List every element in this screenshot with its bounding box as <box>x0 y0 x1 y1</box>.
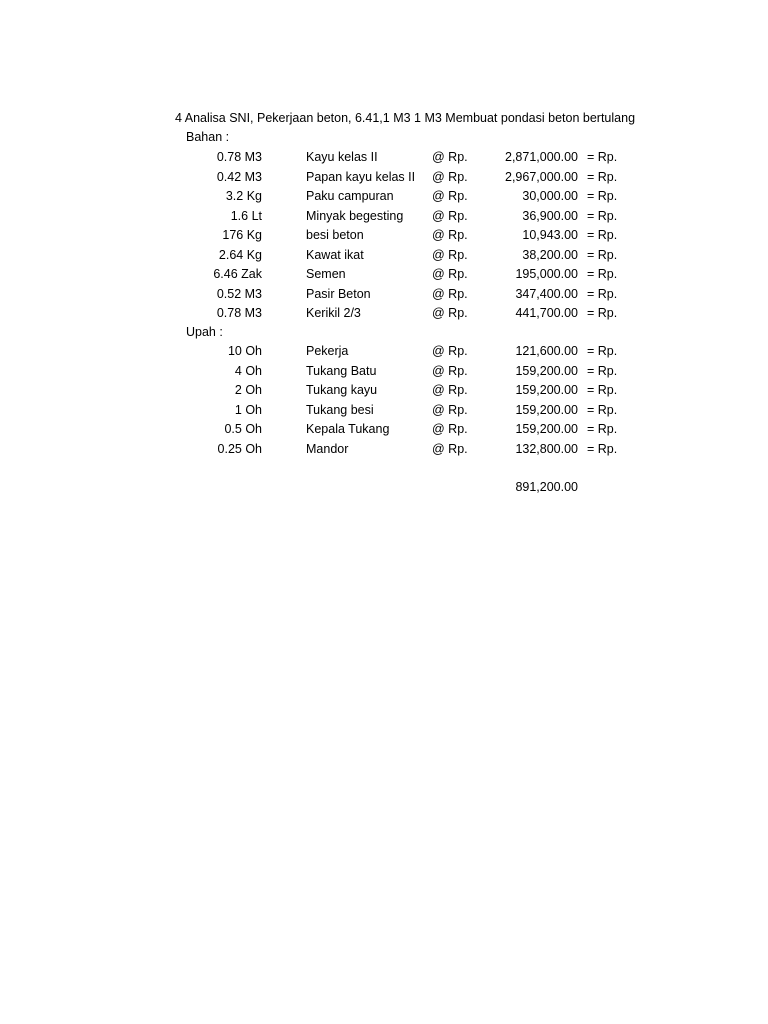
bahan-row <box>0 188 768 208</box>
bahan-row <box>0 169 768 189</box>
quantity-cell: 0.52 M3 <box>216 286 262 301</box>
item-name-cell: Kerikil 2/3 <box>306 306 361 320</box>
equals-rp-cell: = Rp. <box>587 189 618 203</box>
quantity-cell: 0.25 Oh <box>217 441 262 456</box>
unit-price-cell: 2,967,000.00 <box>505 169 578 184</box>
at-rp-cell: @ Rp. <box>432 363 468 378</box>
equals-rp-cell: = Rp. <box>587 286 618 301</box>
upah-row <box>0 421 768 441</box>
at-rp-cell: @ Rp. <box>432 208 468 223</box>
unit-price-cell: 441,700.00 <box>515 306 578 320</box>
equals-rp-cell: = Rp. <box>587 344 618 358</box>
unit-price-cell: 2,871,000.00 <box>505 150 578 164</box>
bahan-section-label: Bahan : <box>186 130 230 144</box>
equals-rp-cell: = Rp. <box>587 169 618 184</box>
quantity-cell: 1.6 Lt <box>230 208 262 223</box>
at-rp-cell: @ Rp. <box>432 267 468 281</box>
bahan-row <box>0 149 768 169</box>
analysis-title: 4 Analisa SNI, Pekerjaan beton, 6.41,1 M3 1 M3 Membuat pondasi beton bertulang <box>175 111 636 125</box>
bahan-row <box>0 208 768 228</box>
quantity-cell: 0.78 M3 <box>216 150 262 164</box>
quantity-cell: 0.42 M3 <box>216 169 262 184</box>
at-rp-cell: @ Rp. <box>432 169 468 184</box>
bahan-row <box>0 286 768 306</box>
unit-price-cell: 121,600.00 <box>515 344 578 358</box>
equals-rp-cell: = Rp. <box>587 422 618 436</box>
unit-price-cell: 36,900.00 <box>522 208 578 223</box>
equals-rp-cell: = Rp. <box>587 247 618 262</box>
equals-rp-cell: = Rp. <box>587 228 618 242</box>
at-rp-cell: @ Rp. <box>432 441 468 456</box>
upah-row <box>0 441 768 461</box>
item-name-cell: Kepala Tukang <box>306 422 390 436</box>
upah-table <box>0 343 768 460</box>
quantity-cell: 4 Oh <box>234 363 262 378</box>
equals-rp-cell: = Rp. <box>587 306 618 320</box>
equals-rp-cell: = Rp. <box>587 208 618 223</box>
at-rp-cell: @ Rp. <box>432 150 468 164</box>
quantity-cell: 2 Oh <box>234 383 262 397</box>
at-rp-cell: @ Rp. <box>432 402 468 417</box>
bahan-table <box>0 149 768 325</box>
equals-rp-cell: = Rp. <box>587 402 618 417</box>
unit-price-cell: 159,200.00 <box>515 402 578 417</box>
quantity-cell: 6.46 Zak <box>213 267 262 281</box>
bahan-row <box>0 266 768 286</box>
unit-price-cell: 195,000.00 <box>515 267 578 281</box>
item-name-cell: Tukang Batu <box>306 363 377 378</box>
upah-row <box>0 343 768 363</box>
equals-rp-cell: = Rp. <box>587 363 618 378</box>
quantity-cell: 2.64 Kg <box>218 247 262 262</box>
item-name-cell: Minyak begesting <box>306 208 404 223</box>
item-name-cell: Papan kayu kelas II <box>306 169 416 184</box>
item-name-cell: Tukang besi <box>306 402 374 417</box>
item-name-cell: besi beton <box>306 228 364 242</box>
bahan-row <box>0 227 768 247</box>
at-rp-cell: @ Rp. <box>432 228 468 242</box>
item-name-cell: Semen <box>306 267 346 281</box>
quantity-cell: 1 Oh <box>234 402 262 417</box>
unit-price-cell: 159,200.00 <box>515 383 578 397</box>
item-name-cell: Kawat ikat <box>306 247 364 262</box>
quantity-cell: 3.2 Kg <box>225 189 262 203</box>
item-name-cell: Pasir Beton <box>306 286 371 301</box>
bahan-row <box>0 305 768 325</box>
unit-price-cell: 132,800.00 <box>515 441 578 456</box>
equals-rp-cell: = Rp. <box>587 441 618 456</box>
unit-price-cell: 347,400.00 <box>515 286 578 301</box>
bahan-row <box>0 247 768 267</box>
equals-rp-cell: = Rp. <box>587 150 618 164</box>
unit-price-cell: 159,200.00 <box>515 363 578 378</box>
upah-row <box>0 382 768 402</box>
item-name-cell: Mandor <box>306 441 349 456</box>
upah-section-label: Upah : <box>186 325 223 339</box>
at-rp-cell: @ Rp. <box>432 344 468 358</box>
unit-price-cell: 30,000.00 <box>522 189 578 203</box>
quantity-cell: 10 Oh <box>227 344 262 358</box>
item-name-cell: Paku campuran <box>306 189 394 203</box>
item-name-cell: Pekerja <box>306 344 349 358</box>
quantity-cell: 0.78 M3 <box>216 306 262 320</box>
unit-price-cell: 10,943.00 <box>522 228 578 242</box>
quantity-cell: 176 Kg <box>222 228 262 242</box>
at-rp-cell: @ Rp. <box>432 422 468 436</box>
upah-row <box>0 402 768 422</box>
at-rp-cell: @ Rp. <box>432 286 468 301</box>
at-rp-cell: @ Rp. <box>432 383 468 397</box>
at-rp-cell: @ Rp. <box>432 306 468 320</box>
unit-price-cell: 38,200.00 <box>522 247 578 262</box>
at-rp-cell: @ Rp. <box>432 189 468 203</box>
upah-row <box>0 363 768 383</box>
quantity-cell: 0.5 Oh <box>224 422 262 436</box>
equals-rp-cell: = Rp. <box>587 267 618 281</box>
total-value: 891,200.00 <box>515 480 578 494</box>
unit-price-cell: 159,200.00 <box>515 422 578 436</box>
equals-rp-cell: = Rp. <box>587 383 618 397</box>
item-name-cell: Kayu kelas II <box>306 150 378 164</box>
at-rp-cell: @ Rp. <box>432 247 468 262</box>
item-name-cell: Tukang kayu <box>306 383 378 397</box>
